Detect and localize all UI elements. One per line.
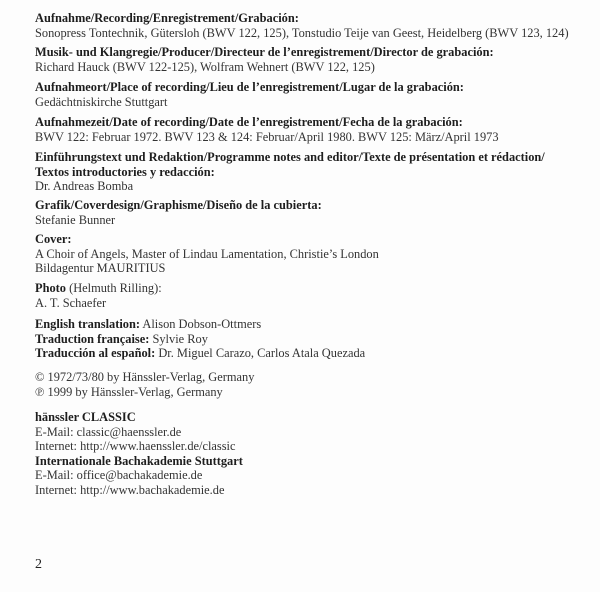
copyright [35, 370, 254, 399]
contact-email: E-Mail: office@bachakademie.de [35, 468, 203, 483]
page-number: 2 [35, 557, 42, 572]
credit-value: Sonopress Tontechnik, Gütersloh (BWV 122, 125), Tonstudio Teije van Geest, Heidelberg (BWV 123, 124) [35, 25, 569, 40]
credit-value: BWV 122: Februar 1972. BWV 123 & 124: Februar/April 1980. BWV 125: März/April 1973 [35, 129, 499, 144]
credit-heading: Einführungstext und Redaktion/Programme notes and editor/Texte de présentation et rédaction/ [35, 150, 545, 164]
credit-value: A Choir of Angels, Master of Lindau Lamentation, Christie’s London [35, 246, 379, 261]
credit-value: Dr. Andreas Bomba [35, 179, 134, 194]
credit-design [35, 198, 322, 227]
credit-heading: Photo [35, 281, 66, 295]
credit-place [35, 80, 464, 109]
credit-producer [35, 45, 494, 74]
contact-name: Internationale Bachakademie Stuttgart [35, 453, 243, 468]
translation-label: Traducción al español: [35, 346, 156, 361]
credit-value: Richard Hauck (BWV 122-125), Wolfram Wehnert (BWV 122, 125) [35, 59, 375, 74]
copyright-line: © 1972/73/80 by Hänssler-Verlag, Germany [35, 370, 255, 384]
contact-name: hänssler CLASSIC [35, 410, 136, 424]
translation-value: Dr. Miguel Carazo, Carlos Atala Quezada [155, 346, 366, 361]
credit-recording [35, 11, 569, 40]
credit-heading: Cover: [35, 232, 72, 246]
credit-value: Bildagentur MAURITIUS [35, 261, 166, 276]
credit-heading-cont: Textos introductories y redacción: [35, 164, 215, 179]
credit-heading: Grafik/Coverdesign/Graphisme/Diseño de la cubierta: [35, 198, 322, 212]
credit-value: A. T. Schaefer [35, 295, 107, 310]
credit-heading-suffix: (Helmuth Rilling): [65, 281, 162, 295]
translation-value: Sylvie Roy [149, 331, 208, 346]
credit-cover [35, 232, 379, 276]
translations [35, 317, 365, 361]
credit-heading: Aufnahme/Recording/Enregistrement/Grabación: [35, 11, 299, 25]
credit-value: Stefanie Bunner [35, 212, 116, 227]
translation-label: Traduction française: [35, 331, 150, 346]
contact-email: E-Mail: classic@haenssler.de [35, 424, 182, 439]
translation-value: Alison Dobson-Ottmers [140, 317, 262, 331]
translation-label: English translation: [35, 317, 140, 331]
phonogram-line: ℗ 1999 by Hänssler-Verlag, Germany [35, 384, 223, 399]
credit-photo [35, 281, 162, 310]
credit-heading: Musik- und Klangregie/Producer/Directeur de l’enregistrement/Director de grabación: [35, 45, 494, 59]
credit-value: Gedächtniskirche Stuttgart [35, 94, 168, 109]
contact-internet: Internet: http://www.haenssler.de/classic [35, 439, 236, 454]
credit-date [35, 115, 499, 144]
credit-notes-editor [35, 150, 545, 194]
credit-heading: Aufnahmezeit/Date of recording/Date de l’enregistrement/Fecha de la grabación: [35, 115, 463, 129]
credit-heading: Aufnahmeort/Place of recording/Lieu de l’enregistrement/Lugar de la grabación: [35, 80, 464, 94]
contact-internet: Internet: http://www.bachakademie.de [35, 482, 225, 497]
contacts [35, 410, 243, 498]
